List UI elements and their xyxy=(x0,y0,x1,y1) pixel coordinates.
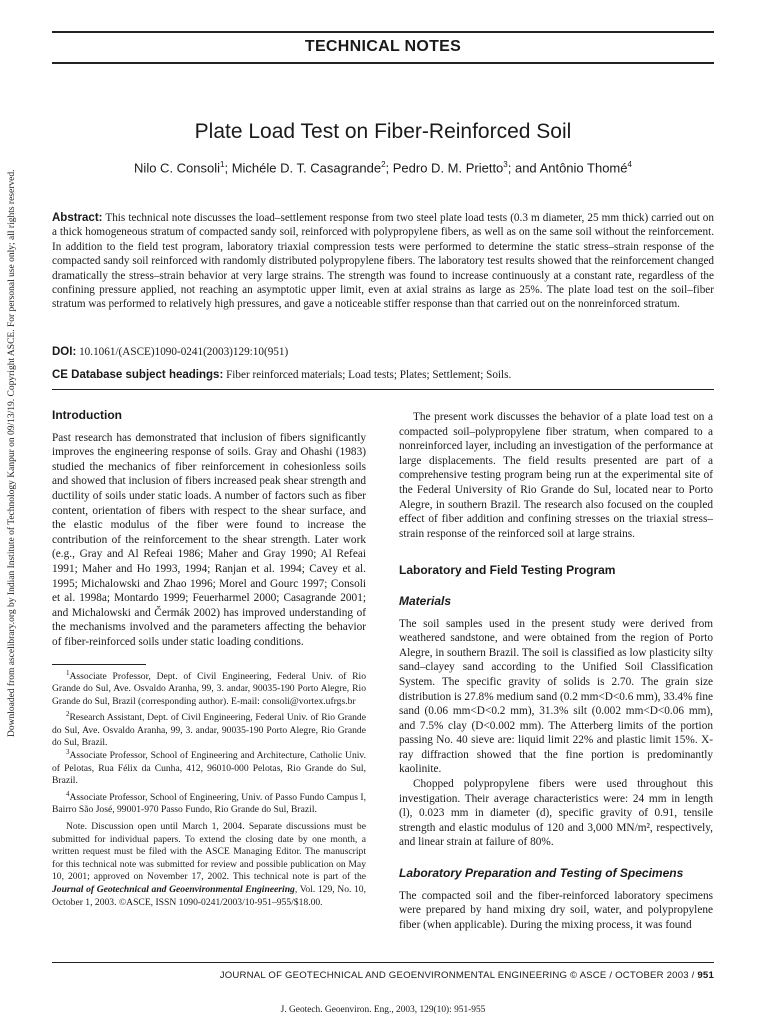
footnote-rule xyxy=(52,664,146,665)
footer-rule xyxy=(52,962,714,963)
author-name: Antônio Thomé xyxy=(539,160,628,176)
author-name: Michéle D. T. Casagrande xyxy=(231,160,382,176)
author-separator: ; and xyxy=(507,160,540,176)
doi-label: DOI: xyxy=(52,346,77,358)
discussion-note-text-end: , Vol. 129, No. 10, October 1, 2003. ©ASCE, ISSN 1090-0241/2003/10-951–955/$18.00. xyxy=(52,884,367,908)
specimen-preparation-heading: Laboratory Preparation and Testing of Specimens xyxy=(399,866,684,881)
author-separator: ; xyxy=(385,160,393,176)
footnote-4 xyxy=(52,789,366,817)
introduction-paragraph: Past research has demonstrated that inclusion of fibers significantly improves the engineering response of soils. Gray and Ohashi (1983) studied the mechanics of fiber reinforcement in cohesionless soils and showed that inclusion of fibers increased peak shear strength and ductility of soils under static loads. A number of factors such as fiber content, orientation of fibers with respect to the shear surface, and the elastic modulus of the fiber were found to increase the contribution of the reinforcement to the shear strength. Later work (e.g., Gray and Al Refeai 1986; Maher and Gray 1990; Al Refeai 1991; Maher and Ho 1993, 1994; Ranjan et al. 1994; Cavey et al. 1995; Michalowski and Zhao 1996; Morel and Gourc 1997; Consoli et al. 1998a; Montardo 1999; Feuerharmel 2000; Casagrande 2001; and Michalowski and Čermák 2002) has improved understanding of the mechanisms involved and the parameters affecting the behavior of fiber-reinforced soils under static loading conditions. xyxy=(52,431,366,648)
materials-paragraph-1: The soil samples used in the present study were derived from weathered sandstone, and were obtained from the region of Porto Alegre, in southern Brazil. The soil is classified as low plasticity silty sand–clayey sand according to the Unified Soil Classification System. The specific gravity of solids is 2.70. The grain size distribution is 27.8% medium sand (0.2 mm<D<0.6 mm), 33.4% fine sand (0.06 mm<D<0.2 mm), 31.3% silt (0.002 mm<D<0.06 mm), and 7.5% clay (D<0.002 mm). The Atterberg limits of the portion passing No. 40 sieve are: liquid limit 22% and plastic limit 15%. X-ray diffraction showed that the fine portion is predominantly kaolinite. xyxy=(399,617,713,776)
author-affiliation-mark: 4 xyxy=(627,160,632,169)
materials-paragraph-2: Chopped polypropylene fibers were used throughout this investigation. Their average characteristics were: 24 mm in length (l), 0.023 mm in diameter (d), specific gravity of 0.91, tensile strength and elastic modulus of 120 and 3,000 MN/m², respectively, and linear strain at failure of 80%. xyxy=(399,778,713,849)
abstract-divider xyxy=(52,389,714,390)
paper-title: Plate Load Test on Fiber-Reinforced Soil xyxy=(194,120,572,143)
header-bottom-rule xyxy=(52,62,714,64)
page-number: 951 xyxy=(697,970,714,981)
section-label: TECHNICAL NOTES xyxy=(304,38,462,55)
materials-heading: Materials xyxy=(399,593,452,608)
journal-name: Journal of Geotechnical and Geoenvironmental Engineering xyxy=(52,884,295,895)
lab-field-program-heading: Laboratory and Field Testing Program xyxy=(399,563,616,578)
subject-headings-value: Fiber reinforced materials; Load tests; Plates; Settlement; Soils. xyxy=(226,369,512,381)
author-affiliation-mark: 1 xyxy=(220,160,225,169)
discussion-note xyxy=(52,821,366,909)
footnote-mark: 3 xyxy=(66,747,70,756)
specimen-preparation-paragraph: The compacted soil and the fiber-reinforced laboratory specimens were prepared by hand mixing dry soil, water, and polypropylene fiber (when applicable). During the mixing process, it was found xyxy=(399,889,713,931)
download-notice: Downloaded from ascelibrary.org by Indian Institute of Technology Kanpur on 09/13/19. Copyright ASCE. For personal use only; all rights reserved. xyxy=(7,169,17,737)
footnote-mark: 2 xyxy=(66,710,70,719)
discussion-note-text: Note. Discussion open until March 1, 2004. Separate discussions must be submitted for individual papers. To extend the closing date by one month, a written request must be filed with the ASCE Managing Editor. The manuscript for this technical note was submitted for review and possible publication on May 10, 2001; approved on November 17, 2002. This technical note is part of the xyxy=(52,821,366,883)
footnotes xyxy=(52,668,367,910)
subject-headings-label: CE Database subject headings: xyxy=(52,369,224,381)
author-name: Nilo C. Consoli xyxy=(134,160,221,176)
footnote-text: Associate Professor, Dept. of Civil Engineering, Federal Univ. of Rio Grande do Sul, Ave. Osvaldo Aranha, 99, 3. andar, 90035-190 Porto Alegre, Rio Grande do Sul, Brazil (corresponding author). E-mail: consoli@vortex.ufrgs.br xyxy=(52,670,366,707)
doi-value[interactable]: 10.1061/(ASCE)1090-0241(2003)129:10(951) xyxy=(79,346,289,358)
author-affiliation-mark: 2 xyxy=(381,160,386,169)
right-column xyxy=(399,410,713,932)
journal-footer xyxy=(52,970,714,981)
author-affiliation-mark: 3 xyxy=(503,160,508,169)
footnote-mark: 1 xyxy=(66,668,70,677)
footnote-text: Associate Professor, School of Engineering, Univ. of Passo Fundo Campus I, Bairro São José, 99001-970 Passo Fundo, Rio Grande do Sul, Brazil. xyxy=(52,791,366,816)
footnote-1 xyxy=(52,668,366,709)
subject-headings xyxy=(52,369,714,381)
introduction-heading: Introduction xyxy=(52,408,122,422)
header-top-rule xyxy=(52,31,714,33)
abstract-text: This technical note discusses the load–settlement response from two steel plate load tests (0.3 m diameter, 25 mm thick) carried out on a thick homogeneous stratum of compacted sandy soil, reinforced with polypropylene fibers, as well as on the same soil without the reinforcement. In addition to the field test program, laboratory triaxial compression tests were performed to determine the static stress–strain response of the compacted sandy soil reinforced with randomly distributed polypropylene fibers. The laboratory test results showed that the reinforcement changed dramatically the stress–strain behavior at very large strains. The strength was found to increase continuously at a constant rate, regardless of the confining pressure applied, not reaching an asymptotic upper limit, even at axial strains as large as 25%. The plate load test on the soil–fiber stratum was performed to relatively high pressures, and gave a noticeable stiffer response than that carried out on the nonreinforced stratum. xyxy=(52,212,714,311)
author-list xyxy=(52,160,714,175)
footnote-3 xyxy=(52,747,366,788)
left-column xyxy=(52,408,366,909)
citation-line: J. Geotech. Geoenviron. Eng., 2003, 129(10): 951-955 xyxy=(280,1005,486,1015)
footnote-mark: 4 xyxy=(66,789,70,798)
introduction-paragraph-2: The present work discusses the behavior of a plate load test on a compacted soil–polypropylene fiber stratum, when compared to a nonreinforced layer, including an investigation of the performance at large displacements. The field results presented are part of a comprehensive testing program being run at the experimental site of the Federal University of Rio Grande do Sul, located near to Porto Alegre, in southern Brazil. The research also focused on the coupled effect of fiber addition and confining stresses on the triaxial stress–strain response of the reinforced soil at large strains. xyxy=(399,411,713,540)
author-name: Pedro D. M. Prietto xyxy=(392,160,504,176)
abstract xyxy=(52,211,714,312)
footnote-2 xyxy=(52,712,366,750)
footnote-text: Associate Professor, School of Engineering and Architecture, Catholic Univ. of Pelotas, Rua Félix da Cunha, 412, 96010-000 Pelotas, Rio Grande do Sul, Brazil. xyxy=(52,750,366,787)
footnote-text: Research Assistant, Dept. of Civil Engineering, Federal Univ. of Rio Grande do Sul, Ave. Osvaldo Aranha, 99, 3. andar, 90035-190 Porto Alegre, Rio Grande do Sul, Brazil. xyxy=(52,712,366,749)
footer-journal-text: JOURNAL OF GEOTECHNICAL AND GEOENVIRONMENTAL ENGINEERING © ASCE / OCTOBER 2003 / xyxy=(219,970,698,981)
doi-line xyxy=(52,346,714,358)
abstract-label: Abstract: xyxy=(52,212,103,224)
author-separator: ; xyxy=(224,160,232,176)
